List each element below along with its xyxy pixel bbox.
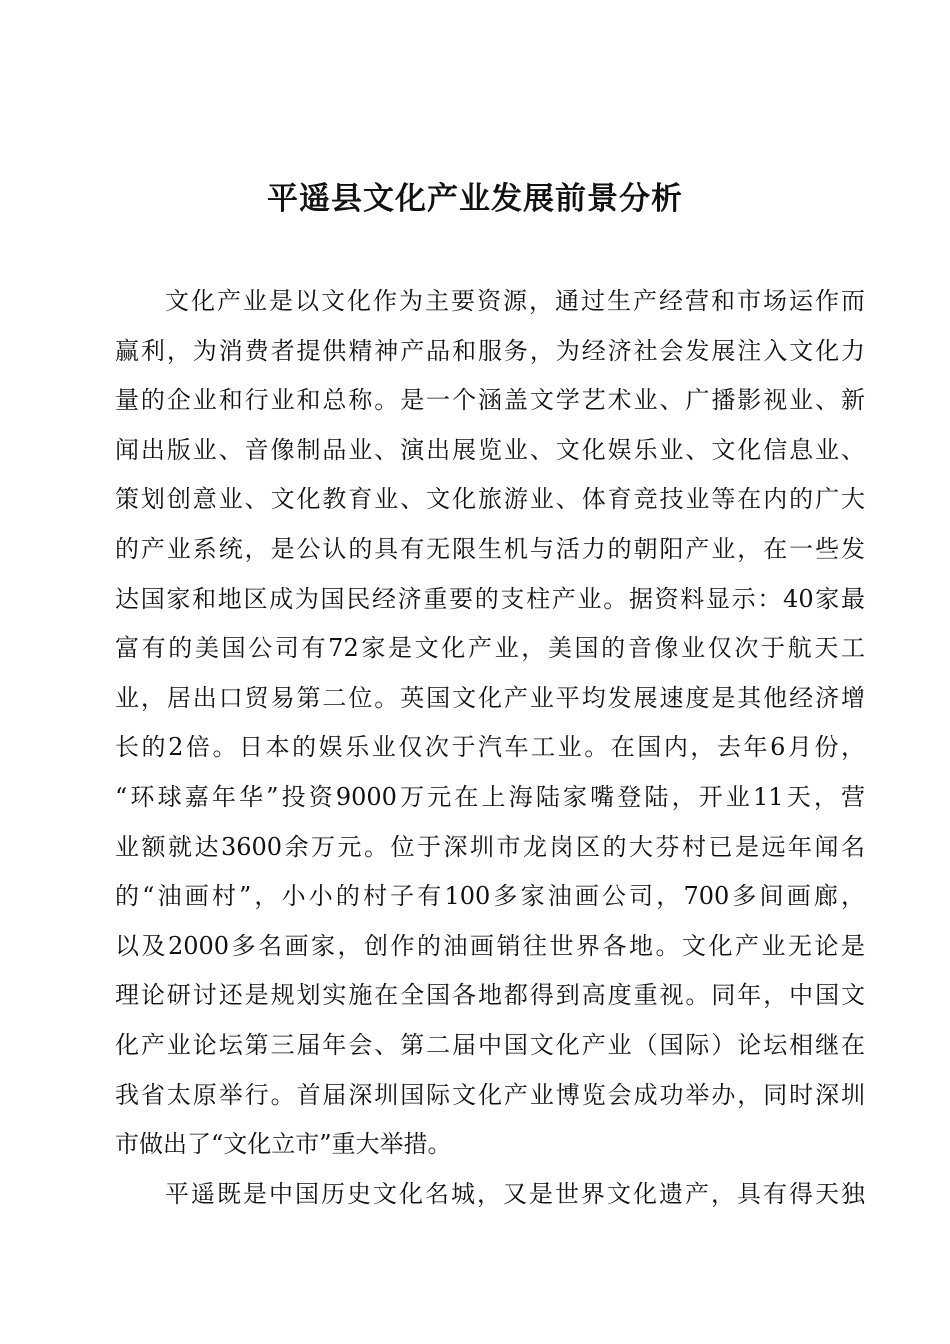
text-line: 理论研讨还是规划实施在全国各地都得到高度重视。同年，中国文 bbox=[115, 981, 865, 1010]
text-line: 业，居出口贸易第二位。英国文化产业平均发展速度是其他经济增 bbox=[115, 683, 865, 712]
text-line: 以及2000多名画家，创作的油画销往世界各地。文化产业无论是 bbox=[115, 931, 865, 960]
text-line: 我省太原举行。首届深圳国际文化产业博览会成功举办，同时深圳 bbox=[115, 1080, 865, 1109]
text-line: 策划创意业、文化教育业、文化旅游业、体育竞技业等在内的广大 bbox=[115, 485, 865, 514]
paragraph-2 bbox=[115, 1170, 865, 1220]
text-line: “环球嘉年华”投资9000万元在上海陆家嘴登陆，开业11天，营 bbox=[115, 782, 865, 811]
text-line: 长的2倍。日本的娱乐业仅次于汽车工业。在国内，去年6月份， bbox=[115, 733, 865, 762]
text-line: 的产业系统，是公认的具有无限生机与活力的朝阳产业，在一些发 bbox=[115, 534, 865, 563]
text-line: 化产业论坛第三届年会、第二届中国文化产业（国际）论坛相继在 bbox=[115, 1030, 865, 1059]
text-line: 业额就达3600余万元。位于深圳市龙岗区的大芬村已是远年闻名 bbox=[115, 832, 865, 861]
text-line: 的“油画村”，小小的村子有100多家油画公司，700多间画廊， bbox=[115, 882, 865, 911]
text-line: 量的企业和行业和总称。是一个涵盖文学艺术业、广播影视业、新 bbox=[115, 386, 865, 415]
text-line: 文化产业是以文化作为主要资源，通过生产经营和市场运作而 bbox=[165, 287, 865, 315]
document-title: 平遥县文化产业发展前景分析 bbox=[267, 181, 683, 217]
text-line: 平遥既是中国历史文化名城，又是世界文化遗产，具有得天独 bbox=[165, 1179, 865, 1208]
document-body bbox=[115, 277, 865, 1219]
paragraph-1 bbox=[115, 277, 865, 1170]
text-line: 市做出了“文化立市”重大举措。 bbox=[115, 1130, 452, 1159]
text-line: 富有的美国公司有72家是文化产业，美国的音像业仅次于航天工 bbox=[115, 634, 865, 663]
text-line: 赢利，为消费者提供精神产品和服务，为经济社会发展注入文化力 bbox=[115, 336, 865, 365]
text-line: 闻出版业、音像制品业、演出展览业、文化娱乐业、文化信息业、 bbox=[115, 435, 865, 464]
text-line: 达国家和地区成为国民经济重要的支柱产业。据资料显示：40家最 bbox=[115, 584, 865, 613]
